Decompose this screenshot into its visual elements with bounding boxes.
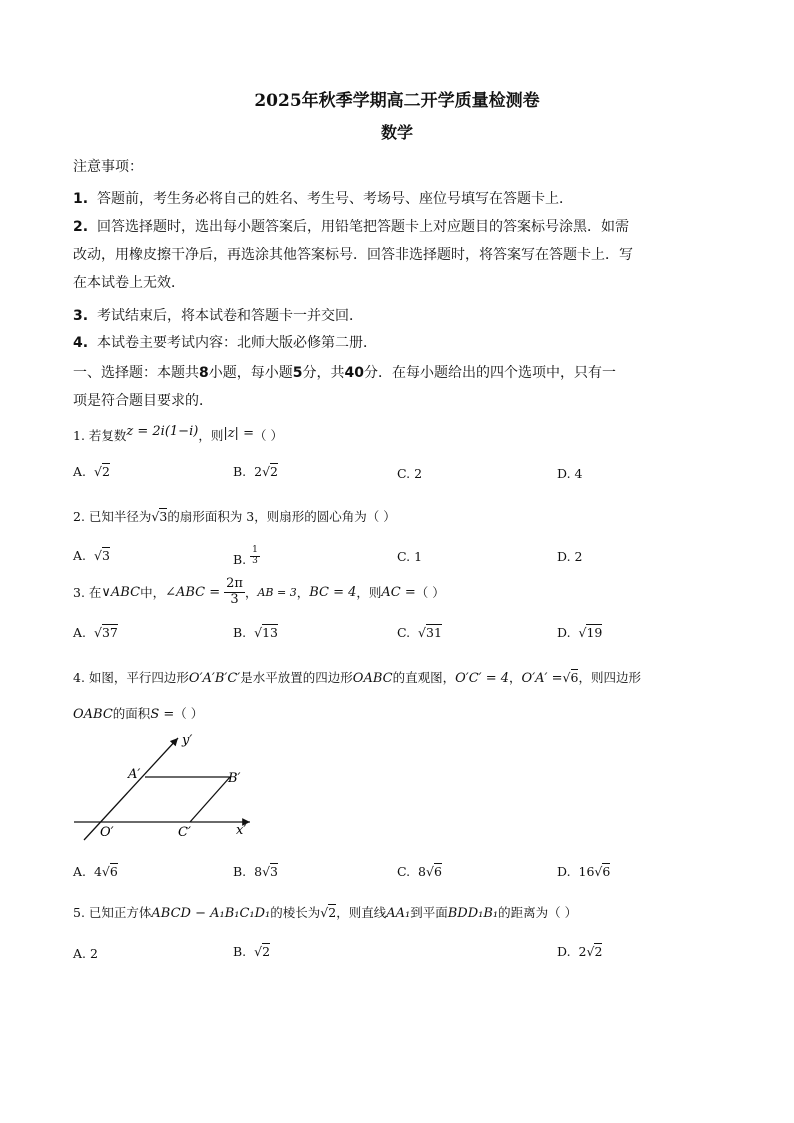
section-text: 一、选择题：本题共	[73, 365, 199, 381]
question-text: 3. 在	[73, 585, 102, 600]
question-text: ，则四边形	[578, 670, 641, 685]
q1-option-a[interactable]: A. √2	[73, 464, 110, 479]
y-label: y′	[182, 733, 193, 748]
note-number: 1.	[73, 191, 89, 207]
q3-option-b[interactable]: B. √13	[233, 625, 278, 640]
note-text: 答题前，考生务必将自己的姓名、考生号、考场号、座位号填写在答题卡上．	[96, 191, 573, 207]
q5-option-b[interactable]: B. √2	[233, 944, 271, 959]
x-label: x′	[236, 823, 247, 838]
q2-option-d[interactable]: D. 2	[557, 549, 583, 564]
question-5: 5. 已知正方体ABCD − A₁B₁C₁D₁的棱长为√2，则直线AA₁到平面BDD₁B₁的距离为（ ）	[73, 905, 578, 921]
math-expression: S =	[150, 707, 175, 722]
question-text: （ ）	[174, 706, 204, 721]
question-text: （ ）	[415, 585, 445, 600]
math-expression: AA₁	[386, 906, 411, 921]
question-text: 是水平放置的四边形	[240, 670, 353, 685]
question-text: 到平面	[410, 905, 448, 920]
math-fraction: $\frac{2\pi}{3}$	[226, 576, 243, 607]
note-number: 4.	[73, 335, 89, 351]
section-heading	[73, 362, 616, 382]
math-expression: AC =	[381, 584, 416, 600]
note-item-4	[73, 332, 377, 352]
page-title: 2025年秋季学期高二开学质量检测卷	[254, 91, 540, 111]
question-2: 2. 已知半径为√3的扇形面积为 3，则扇形的圆心角为（ ）	[73, 509, 396, 524]
math-expression: OABC	[73, 707, 113, 722]
question-text: 的扇形面积为 3，则扇形的圆心角为（ ）	[167, 509, 396, 524]
math-expression: O′A′B′C′	[188, 671, 241, 686]
question-4-line2	[73, 704, 203, 722]
q1-option-b[interactable]: B. 2√2	[233, 464, 278, 479]
note-item-2-line3: 在本试卷上无效．	[73, 275, 185, 291]
notes-heading: 注意事项：	[73, 159, 143, 175]
math-expression: AB = 3	[257, 585, 297, 599]
q3-option-d[interactable]: D. √19	[557, 625, 603, 640]
note-item-2-line2: 改动，用橡皮擦干净后，再选涂其他答案标号．回答非选择题时，将答案写在答题卡上．写	[73, 247, 633, 263]
note-text: 本试卷主要考试内容：北师大版必修第二册．	[96, 335, 377, 351]
question-1	[73, 426, 283, 444]
q4-option-b[interactable]: B. 8√3	[233, 864, 278, 879]
q2-option-a[interactable]: A. √3	[73, 548, 110, 563]
question-text: 的棱长为	[270, 905, 321, 920]
point-b-label: B′	[228, 771, 241, 786]
question-text: 2. 已知半径为	[73, 509, 152, 524]
math-expression: OABC	[352, 671, 393, 686]
section-number: 40	[344, 365, 364, 381]
note-item-1	[73, 188, 573, 208]
edge-bc	[190, 777, 230, 822]
math-expression: BDD₁B₁	[447, 906, 499, 921]
question-4: 4. 如图，平行四边形O′A′B′C′是水平放置的四边形OABC的直观图，O′C′ = 4，O′A′ =√6，则四边形	[73, 670, 641, 686]
question-text: 4. 如图，平行四边形	[73, 670, 189, 685]
note-item-3	[73, 305, 363, 325]
q4-option-a[interactable]: A. 4√6	[73, 864, 118, 879]
q1-option-d[interactable]: D. 4	[557, 466, 583, 481]
question-text: 1. 若复数	[73, 428, 127, 443]
section-text: 分，共	[302, 365, 345, 381]
q5-option-a[interactable]: A. 2	[73, 946, 98, 961]
question-text: 5. 已知正方体	[73, 905, 152, 920]
note-text: 回答选择题时，选出每小题答案后，用铅笔把答题卡上对应题目的答案标号涂黑．如需	[96, 219, 629, 235]
note-text: 考试结束后，将本试卷和答题卡一并交回．	[96, 308, 363, 324]
parallelogram-figure	[70, 728, 260, 843]
question-text: 的直观图，	[392, 670, 456, 685]
q3-option-a[interactable]: A. √37	[73, 625, 118, 640]
section-number: 8	[199, 365, 209, 381]
math-expression: BC = 4	[309, 584, 357, 600]
note-item-2	[73, 216, 629, 236]
question-text: 的面积	[112, 706, 151, 721]
section-number: 5	[292, 365, 303, 381]
question-text: ，则	[198, 428, 224, 443]
section-text: 分．在每小题给出的四个选项中，只有一	[363, 365, 616, 381]
question-text: 的距离为（ ）	[498, 905, 578, 920]
question-text: 中，	[140, 585, 166, 600]
math-expression: ∠ABC =	[165, 584, 221, 600]
q5-option-d[interactable]: D. 2√2	[557, 944, 603, 959]
q2-option-c[interactable]: C. 1	[397, 549, 423, 564]
q2-option-b[interactable]: B. $\frac{1}{3}$	[233, 545, 258, 567]
q1-option-c[interactable]: C. 2	[397, 466, 423, 481]
q3-option-c[interactable]: C. √31	[397, 625, 442, 640]
q4-option-c[interactable]: C. 8√6	[397, 864, 442, 879]
question-text: （ ）	[253, 428, 283, 443]
section-heading-line2: 项是符合题目要求的．	[73, 393, 213, 409]
math-expression: z = 2i(1−i)	[126, 424, 199, 439]
y-axis	[84, 738, 178, 840]
math-expression: ABCD − A₁B₁C₁D₁	[151, 906, 271, 921]
note-number: 2.	[73, 219, 89, 235]
math-expression: O′A′ =	[521, 671, 563, 686]
radicand: 3	[159, 509, 168, 524]
note-number: 3.	[73, 308, 89, 324]
section-text: 小题，每小题	[208, 365, 293, 381]
question-3: 3. 在 ∨ABC 中， ∠ABC = $\frac{2\pi}{3}$ ， AB = 3 ， BC = 4 ，则 AC = （ ）	[73, 576, 445, 607]
point-o-label: O′	[100, 825, 114, 840]
math-expression: ∨ABC	[101, 584, 141, 600]
q4-option-d[interactable]: D. 16√6	[557, 864, 611, 879]
math-expression: O′C′ = 4	[455, 671, 510, 686]
subject-title: 数学	[380, 123, 413, 142]
question-text: ，则直线	[336, 905, 387, 920]
point-a-label: A′	[128, 767, 141, 782]
math-expression: |z| =	[223, 426, 254, 441]
point-c-label: C′	[178, 825, 191, 840]
